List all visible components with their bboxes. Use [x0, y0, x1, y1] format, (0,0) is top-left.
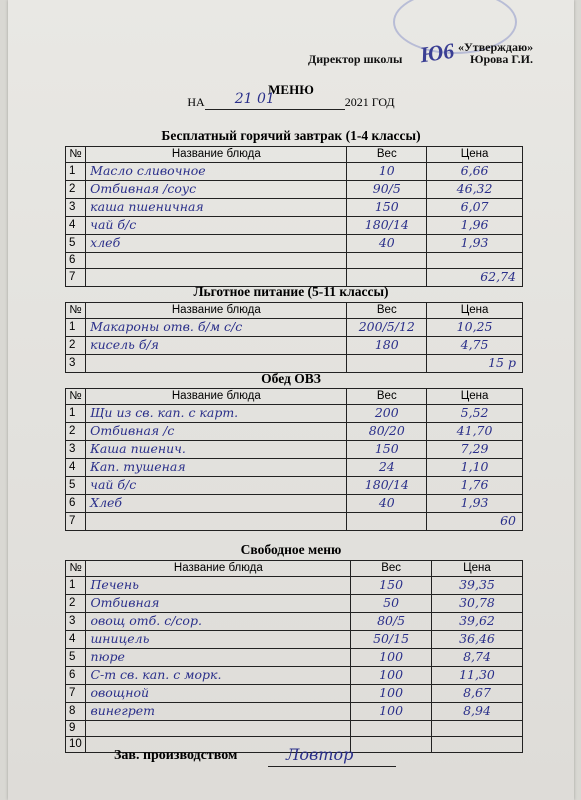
dish-name: шницель [90, 631, 150, 646]
dish-price: 10,25 [456, 319, 493, 334]
table-row [66, 319, 523, 337]
dish-weight: 180 [374, 337, 399, 352]
dish-weight: 100 [379, 649, 404, 664]
section-title-ovz: Обед ОВЗ [261, 371, 321, 386]
dish-price: 7,29 [460, 441, 489, 456]
table-row [66, 703, 523, 721]
row-number: 4 [66, 217, 86, 235]
col-weight: Вес [351, 561, 432, 577]
table-row [66, 405, 523, 423]
dish-name: Каша пшенич. [90, 441, 186, 456]
row-number: 7 [66, 685, 86, 703]
row-number: 5 [66, 477, 86, 495]
row-number: 1 [66, 163, 86, 181]
dish-weight: 50 [383, 595, 400, 610]
col-num: № [66, 389, 86, 405]
dish-price: 5,52 [460, 405, 489, 420]
table-row [66, 495, 523, 513]
table-row [66, 253, 523, 269]
table-row [66, 355, 523, 373]
dish-name: хлеб [90, 235, 121, 250]
dish-name: кисель б/я [90, 337, 159, 352]
table-ovz [65, 388, 523, 531]
dish-price: 1,96 [460, 217, 489, 232]
table-row [66, 613, 523, 631]
dish-name: чай б/с [90, 477, 137, 492]
dish-price: 1,93 [460, 235, 489, 250]
table-header-row [66, 147, 523, 163]
row-number: 8 [66, 703, 86, 721]
col-price: Цена [427, 303, 523, 319]
col-num: № [66, 303, 86, 319]
col-price: Цена [427, 147, 523, 163]
dish-price: 60 [500, 513, 516, 528]
table-row [66, 181, 523, 199]
row-number: 5 [66, 649, 86, 667]
row-number: 7 [66, 269, 86, 287]
table-row [66, 235, 523, 253]
dish-price: 15 р [488, 355, 516, 370]
date-blank [205, 91, 345, 110]
dish-weight: 10 [378, 163, 395, 178]
dish-weight: 100 [379, 667, 404, 682]
dish-weight: 150 [374, 199, 399, 214]
dish-name: Макароны отв. б/м с/с [90, 319, 243, 334]
row-number: 3 [66, 199, 86, 217]
dish-weight: 180/14 [364, 477, 409, 492]
row-number: 4 [66, 631, 86, 649]
row-number: 2 [66, 337, 86, 355]
date-prefix: НА [187, 95, 205, 109]
dish-name: С-т св. кап. с морк. [90, 667, 222, 682]
director-label: Директор школы [308, 52, 403, 66]
section-title-breakfast: Бесплатный горячий завтрак (1-4 классы) [161, 128, 421, 143]
dish-price: 62,74 [480, 269, 516, 284]
col-weight: Вес [347, 147, 427, 163]
director-signature: Ю6 [418, 37, 456, 68]
row-number: 6 [66, 495, 86, 513]
dish-weight: 150 [374, 441, 399, 456]
section-title-free-menu: Свободное меню [240, 542, 342, 557]
table-row [66, 513, 523, 531]
dish-name: пюре [90, 649, 125, 664]
col-weight: Вес [347, 303, 427, 319]
table-row [66, 199, 523, 217]
row-number: 5 [66, 235, 86, 253]
dish-price: 46,32 [456, 181, 493, 196]
dish-price: 6,07 [460, 199, 489, 214]
table-preferential [65, 302, 523, 373]
table-row [66, 217, 523, 235]
col-price: Цена [431, 561, 522, 577]
dish-name: овощной [90, 685, 150, 700]
table-row [66, 685, 523, 703]
dish-weight: 40 [378, 495, 395, 510]
dish-weight: 40 [378, 235, 395, 250]
table-row [66, 337, 523, 355]
dish-name: Кап. тушеная [90, 459, 186, 474]
dish-name: чай б/с [90, 217, 137, 232]
dish-price: 30,78 [459, 595, 495, 610]
dish-price: 1,76 [460, 477, 489, 492]
col-name: Название блюда [86, 303, 347, 319]
director-name: Юрова Г.И. [470, 52, 533, 66]
row-number: 10 [66, 737, 86, 753]
dish-price: 1,10 [460, 459, 489, 474]
table-row [66, 721, 523, 737]
section-title-preferential: Льготное питание (5-11 классы) [193, 284, 389, 299]
date-handwritten: 21 01 [234, 91, 275, 107]
dish-weight: 50/15 [373, 631, 410, 646]
dish-price: 8,74 [463, 649, 491, 664]
row-number: 2 [66, 595, 86, 613]
table-row [66, 631, 523, 649]
table-row [66, 441, 523, 459]
row-number: 6 [66, 253, 86, 269]
row-number: 1 [66, 405, 86, 423]
dish-price: 8,67 [463, 685, 491, 700]
row-number: 1 [66, 319, 86, 337]
row-number: 6 [66, 667, 86, 685]
footer-label: Зав. производством [114, 748, 238, 763]
dish-name: каша пшеничная [90, 199, 204, 214]
dish-price: 6,66 [460, 163, 489, 178]
dish-name: Щи из св. кап. с карт. [90, 405, 239, 420]
dish-weight: 180/14 [364, 217, 409, 232]
date-line [8, 91, 574, 110]
dish-name: Отбивная [90, 595, 160, 610]
dish-name: Отбивная /с [90, 423, 175, 438]
table-row [66, 649, 523, 667]
table-header-row [66, 303, 523, 319]
approval-title: «Утверждаю» [458, 40, 534, 54]
dish-name: овощ отб. с/сор. [90, 613, 202, 628]
row-number: 3 [66, 441, 86, 459]
row-number: 3 [66, 613, 86, 631]
col-name: Название блюда [86, 389, 347, 405]
dish-weight: 80/20 [368, 423, 405, 438]
dish-weight: 100 [379, 685, 404, 700]
row-number: 2 [66, 423, 86, 441]
row-number: 3 [66, 355, 86, 373]
col-num: № [66, 147, 86, 163]
dish-price: 39,35 [459, 577, 495, 592]
date-suffix: 2021 ГОД [344, 95, 395, 109]
dish-name: Масло сливочное [90, 163, 206, 178]
row-number: 9 [66, 721, 86, 737]
table-row [66, 595, 523, 613]
dish-price: 41,70 [456, 423, 493, 438]
col-weight: Вес [347, 389, 427, 405]
table-header-row [66, 389, 523, 405]
row-number: 4 [66, 459, 86, 477]
dish-price: 4,75 [460, 337, 489, 352]
footer-signature-line [268, 745, 396, 767]
table-row [66, 667, 523, 685]
dish-price: 39,62 [459, 613, 495, 628]
row-number: 7 [66, 513, 86, 531]
table-row [66, 163, 523, 181]
table-free-menu [65, 560, 523, 753]
dish-weight: 90/5 [372, 181, 401, 196]
table-breakfast [65, 146, 523, 287]
dish-weight: 200/5/12 [358, 319, 415, 334]
menu-title: МЕНЮ [268, 82, 314, 97]
table-row [66, 459, 523, 477]
dish-weight: 24 [378, 459, 395, 474]
dish-price: 11,30 [459, 667, 495, 682]
footer-signature: Ловтор [286, 745, 354, 764]
dish-weight: 150 [379, 577, 404, 592]
dish-price: 1,93 [460, 495, 489, 510]
dish-name: Отбивная /соус [90, 181, 197, 196]
table-row [66, 477, 523, 495]
col-num: № [66, 561, 86, 577]
table-row [66, 423, 523, 441]
dish-name: винегрет [90, 703, 155, 718]
dish-name: Хлеб [90, 495, 123, 510]
dish-name: Печень [90, 577, 139, 592]
dish-weight: 200 [374, 405, 399, 420]
document-sheet [8, 0, 574, 800]
dish-price: 8,94 [463, 703, 491, 718]
dish-price: 36,46 [459, 631, 495, 646]
col-name: Название блюда [86, 561, 351, 577]
col-name: Название блюда [86, 147, 347, 163]
table-row [66, 577, 523, 595]
col-price: Цена [427, 389, 523, 405]
dish-weight: 80/5 [377, 613, 406, 628]
row-number: 1 [66, 577, 86, 595]
table-header-row [66, 561, 523, 577]
row-number: 2 [66, 181, 86, 199]
dish-weight: 100 [379, 703, 404, 718]
